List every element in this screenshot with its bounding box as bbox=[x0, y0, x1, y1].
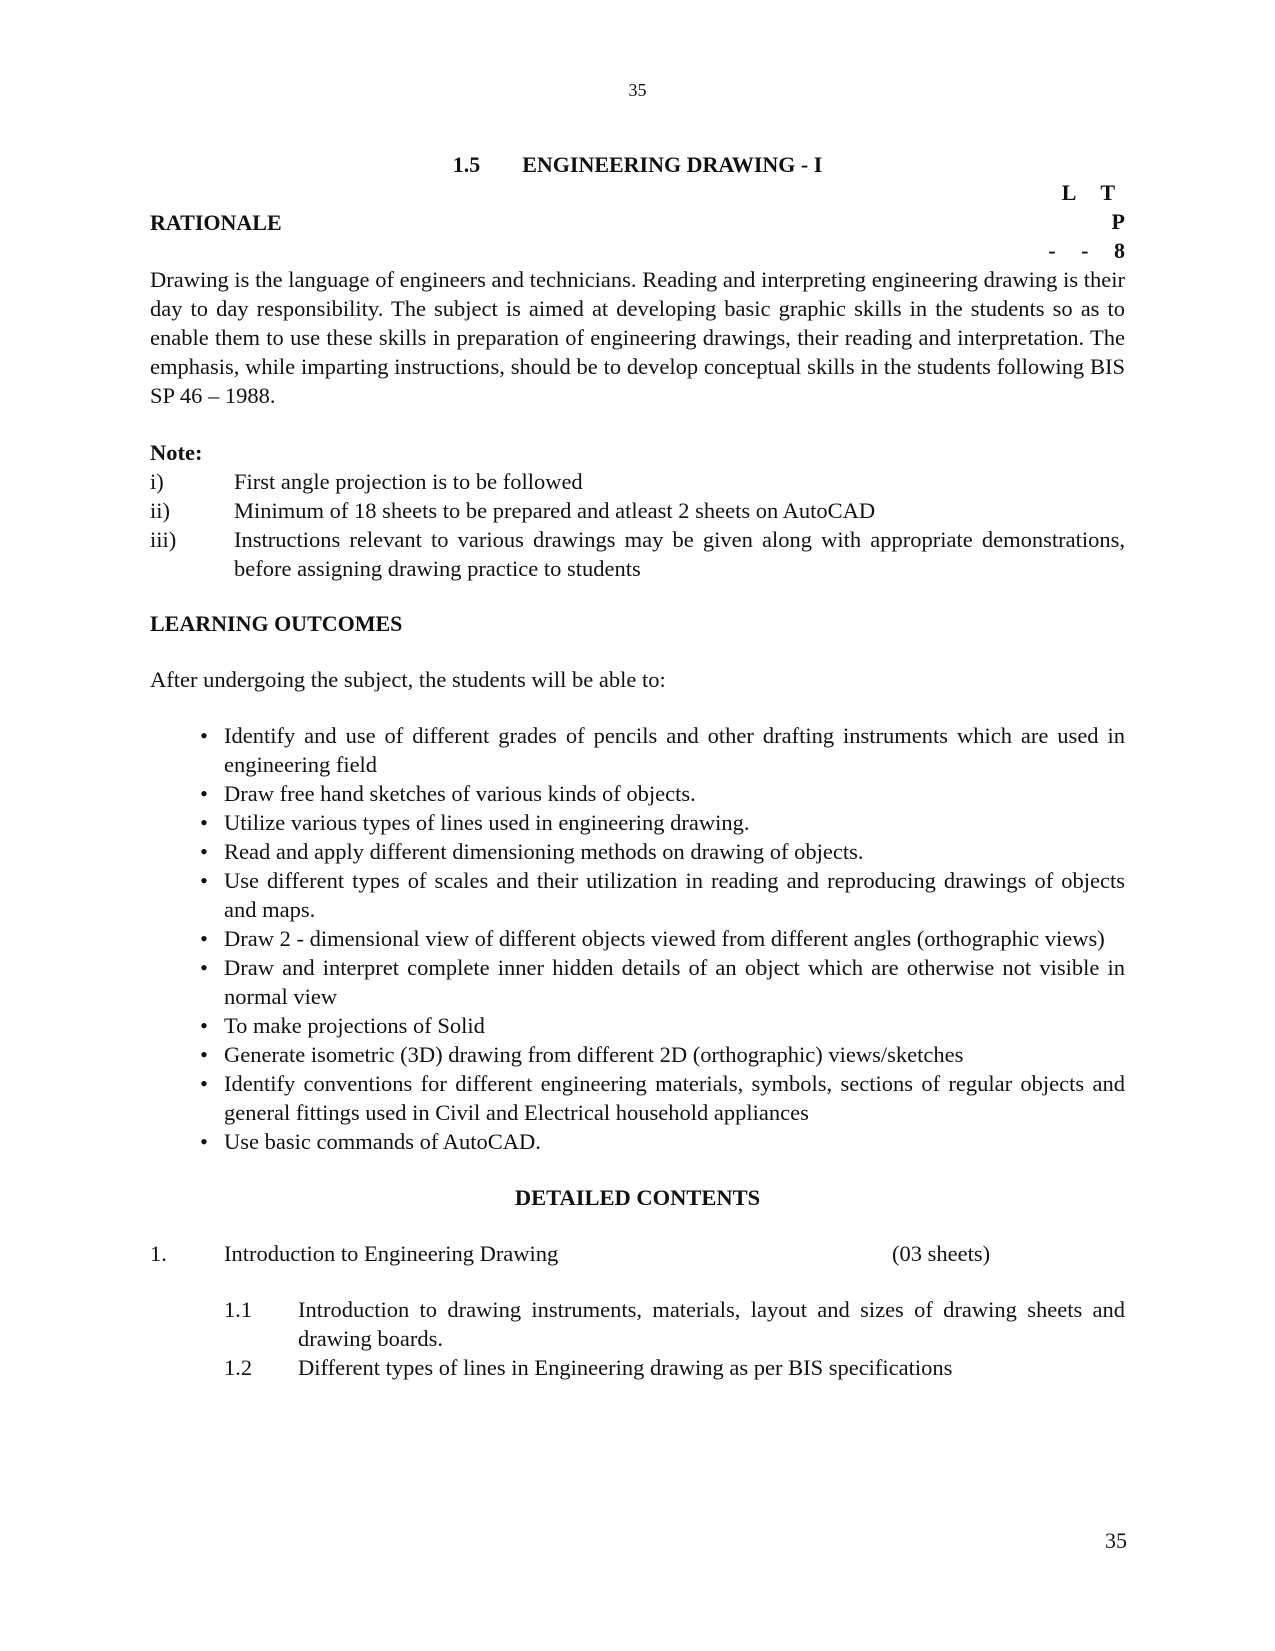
subtopic-text: Different types of lines in Engineering drawing as per BIS specifications bbox=[298, 1355, 953, 1380]
subtopic-item bbox=[150, 1295, 1125, 1353]
bullet-icon: • bbox=[200, 868, 208, 893]
bullet-icon: • bbox=[200, 1042, 208, 1067]
bullet-icon: • bbox=[200, 955, 208, 980]
note-item bbox=[150, 525, 1125, 583]
list-item: • Utilize various types of lines used in engineering drawing. bbox=[150, 808, 1125, 837]
subject-title bbox=[150, 150, 1125, 180]
list-item: • Use basic commands of AutoCAD. bbox=[150, 1127, 1125, 1156]
note-text: Minimum of 18 sheets to be prepared and atleast 2 sheets on AutoCAD bbox=[234, 498, 876, 523]
unit-subtopics bbox=[150, 1295, 1125, 1382]
list-item: • Draw free hand sketches of various kinds of objects. bbox=[150, 779, 1125, 808]
note-item bbox=[150, 467, 1125, 496]
page-number-top: 35 bbox=[628, 80, 647, 100]
bullet-icon: • bbox=[200, 1013, 208, 1038]
page-number-bottom: 35 bbox=[1105, 1528, 1127, 1553]
ltp-block bbox=[1033, 178, 1135, 265]
learning-outcomes-heading: LEARNING OUTCOMES bbox=[150, 611, 403, 636]
subject-name: ENGINEERING DRAWING - I bbox=[522, 152, 823, 177]
bullet-icon: • bbox=[200, 1071, 208, 1096]
subtopic-text: Introduction to drawing instruments, materials, layout and sizes of drawing sheets and drawing boards. bbox=[298, 1297, 1125, 1351]
subtopic-number: 1.2 bbox=[224, 1355, 253, 1380]
list-item: • Use different types of scales and their utilization in reading and reproducing drawings of objects and maps. bbox=[150, 866, 1125, 924]
note-heading: Note: bbox=[150, 440, 203, 465]
note-text: First angle projection is to be followed bbox=[234, 469, 583, 494]
note-number: iii) bbox=[150, 527, 177, 552]
bullet-icon: • bbox=[200, 810, 208, 835]
unit-title: Introduction to Engineering Drawing bbox=[224, 1241, 559, 1266]
bullet-icon: • bbox=[200, 926, 208, 951]
list-item: • Draw 2 - dimensional view of different objects viewed from different angles (orthographic views) bbox=[150, 924, 1125, 953]
rationale-text: Drawing is the language of engineers and technicians. Reading and interpreting engineering drawing is their day to day responsibility. The subject is aimed at developing basic graphic skills in the students so as to enable them to use these skills in preparation of engineering drawings, their reading and interpretation. The emphasis, while imparting instructions, should be to develop conceptual skills in the students following BIS SP 46 – 1988. bbox=[150, 267, 1125, 408]
note-list bbox=[150, 467, 1125, 583]
list-item: • To make projections of Solid bbox=[150, 1011, 1125, 1040]
list-item: • Generate isometric (3D) drawing from different 2D (orthographic) views/sketches bbox=[150, 1040, 1125, 1069]
bullet-icon: • bbox=[200, 781, 208, 806]
note-item bbox=[150, 496, 1125, 525]
list-item: • Identify conventions for different engineering materials, symbols, sections of regular objects and general fittings used in Civil and Electrical household appliances bbox=[150, 1069, 1125, 1127]
unit-row bbox=[150, 1239, 1125, 1268]
note-text: Instructions relevant to various drawings may be given along with appropriate demonstrations, before assigning drawing practice to students bbox=[234, 527, 1125, 581]
bullet-icon: • bbox=[200, 723, 208, 748]
subject-number: 1.5 bbox=[452, 152, 481, 177]
bullet-icon: • bbox=[200, 1129, 208, 1154]
learning-outcomes-list bbox=[150, 721, 1125, 1156]
subtopic-number: 1.1 bbox=[224, 1297, 253, 1322]
note-number: ii) bbox=[150, 498, 170, 523]
bullet-icon: • bbox=[200, 839, 208, 864]
ltp-values: - - 8 bbox=[1048, 238, 1135, 263]
list-item: • Draw and interpret complete inner hidden details of an object which are otherwise not visible in normal view bbox=[150, 953, 1125, 1011]
unit-sheets: (03 sheets) bbox=[892, 1241, 991, 1266]
ltp-header: L T P bbox=[1061, 180, 1135, 234]
subtopic-item bbox=[150, 1353, 1125, 1382]
rationale-heading: RATIONALE bbox=[150, 210, 282, 235]
document-body bbox=[150, 150, 1135, 1382]
learning-outcomes-intro: After undergoing the subject, the students will be able to: bbox=[150, 667, 666, 692]
list-item: • Read and apply different dimensioning methods on drawing of objects. bbox=[150, 837, 1125, 866]
detailed-contents-heading: DETAILED CONTENTS bbox=[514, 1185, 761, 1210]
note-number: i) bbox=[150, 469, 164, 494]
unit-number: 1. bbox=[150, 1241, 167, 1266]
list-item: • Identify and use of different grades of pencils and other drafting instruments which are used in engineering field bbox=[150, 721, 1125, 779]
